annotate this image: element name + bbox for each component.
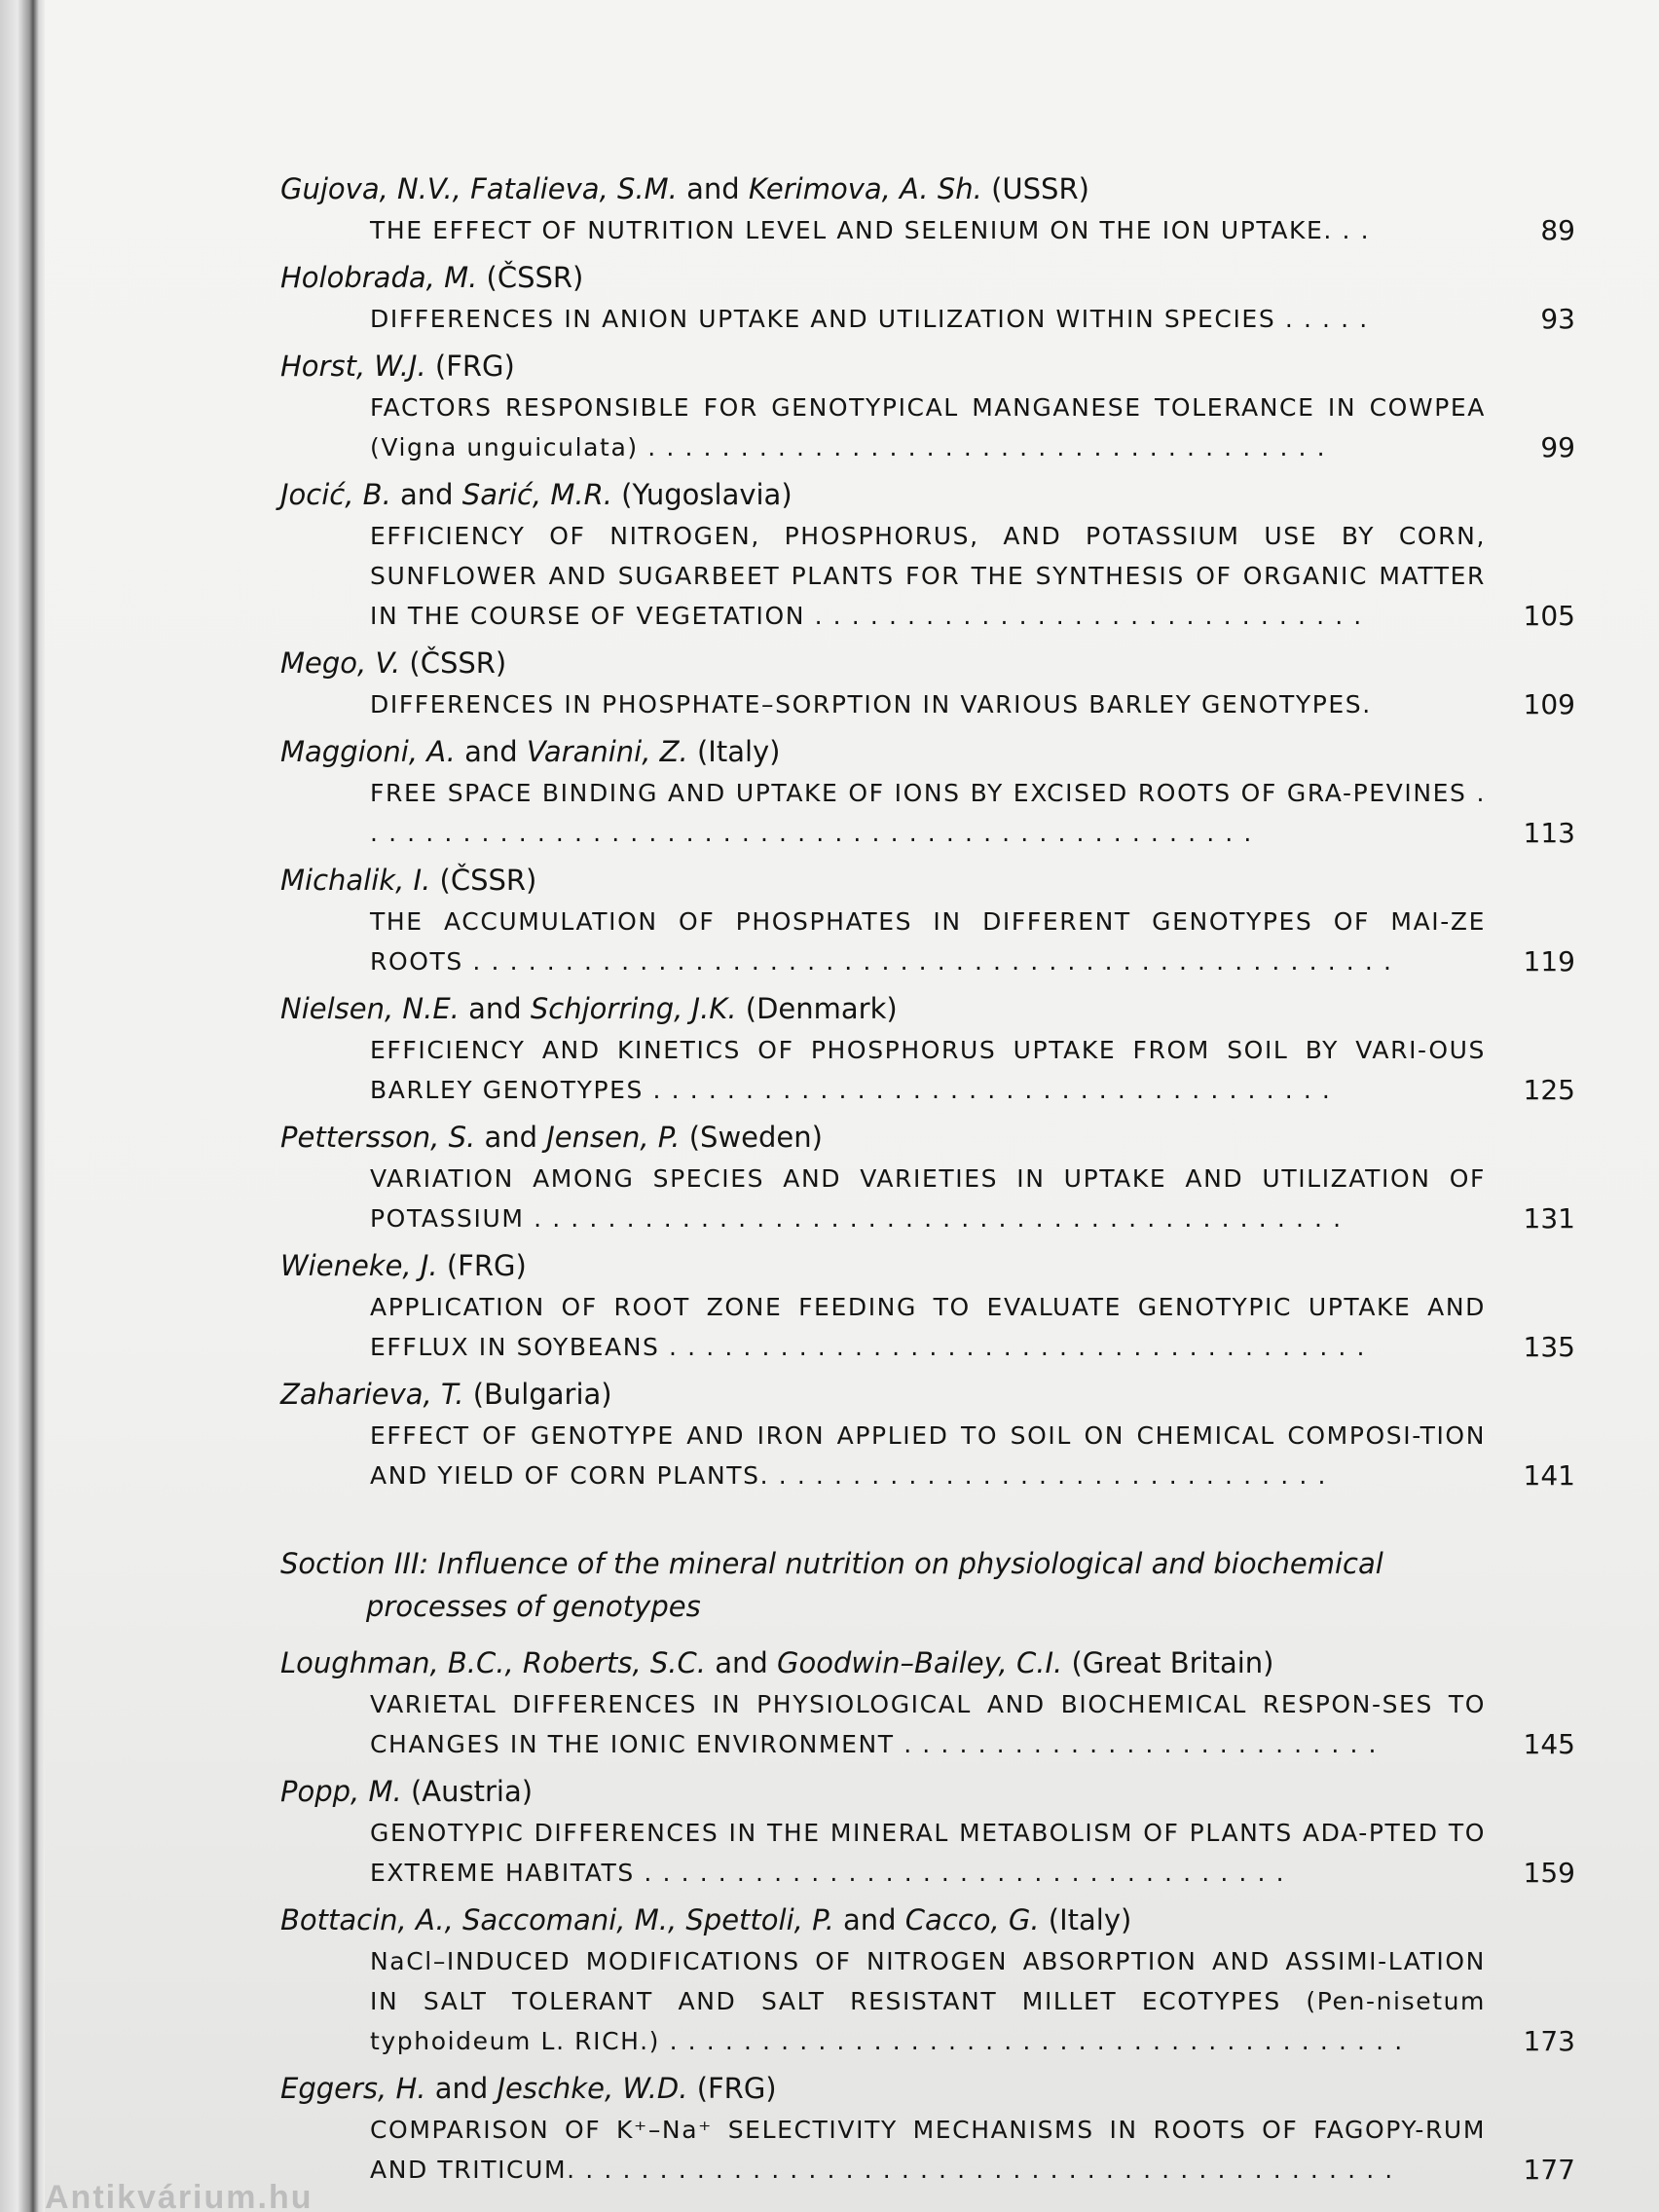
toc-entry [280,987,1575,1110]
author-country: (Sweden) [688,1121,823,1154]
toc-entry [280,345,1575,467]
author-names-second: Sarić, M.R. [461,478,612,511]
entry-title: DIFFERENCES IN PHOSPHATE–SORPTION IN VARIOUS BARLEY GENOTYPES. [370,690,1372,719]
author-names: Zaharieva, T. [280,1378,464,1411]
entry-authors [280,1899,1575,1941]
author-names: Nielsen, N.E. [280,992,460,1025]
author-country: (ČSSR) [409,646,507,680]
author-country: (Italy) [1048,1903,1132,1936]
entry-title: THE ACCUMULATION OF PHOSPHATES IN DIFFERENT GENOTYPES OF MAI-ZE ROOTS . . . . . . . . . . . . . . . . . . . . . . . . . . . . . . . . . . . . . . . . . . . . . . . . . . [370,907,1486,976]
entry-title: COMPARISON OF K⁺–Na⁺ SELECTIVITY MECHANISMS IN ROOTS OF FAGOPY-RUM AND TRITICUM. . . . . . . . . . . . . . . . . . . . . . . . . . . . . . . . . . . . . . . . . . . . . [370,2116,1486,2184]
entry-title: DIFFERENCES IN ANION UPTAKE AND UTILIZATION WITHIN SPECIES . . . . . [370,305,1369,333]
author-country: (ČSSR) [486,261,584,294]
entry-authors [280,2067,1575,2110]
entry-title: GENOTYPIC DIFFERENCES IN THE MINERAL METABOLISM OF PLANTS ADA-PTED TO EXTREME HABITATS . . . . . . . . . . . . . . . . . . . . . . . . . . . . . . . . . . . [370,1819,1486,1887]
author-country: (FRG) [696,2072,777,2105]
section-heading-line1: Soction III: Influence of the mineral nutrition on physiological and biochemical [280,1547,1383,1580]
author-country: (Great Britain) [1071,1646,1274,1679]
author-names-second: Jensen, P. [546,1121,681,1154]
table-of-contents [280,167,1575,2195]
author-country: (Yugoslavia) [621,478,793,511]
toc-entry [280,1641,1575,1764]
toc-entry [280,167,1575,250]
entry-authors [280,1373,1575,1416]
entry-authors [280,1244,1575,1287]
entry-page-number: 173 [1523,2025,1575,2057]
toc-entry [280,1770,1575,1893]
entry-row [370,387,1575,467]
entry-row [370,684,1575,724]
author-conjunction: and [464,735,518,768]
author-names: Maggioni, A. [280,735,456,768]
author-names-second: Kerimova, A. Sh. [748,172,982,205]
author-country: (FRG) [446,1249,527,1282]
toc-entry [280,859,1575,981]
entry-page-number: 93 [1540,303,1575,335]
author-names: Pettersson, S. [280,1121,476,1154]
author-country: (Denmark) [745,992,898,1025]
entry-title: EFFECT OF GENOTYPE AND IRON APPLIED TO SOIL ON CHEMICAL COMPOSI-TION AND YIELD OF CORN PLANTS. . . . . . . . . . . . . . . . . . . . . . . . . . . . . . . [370,1421,1486,1490]
toc-entry [280,1244,1575,1367]
entry-authors [280,167,1575,210]
entry-page-number: 89 [1540,214,1575,246]
author-names: Jocić, B. [280,478,391,511]
author-names: Loughman, B.C., Roberts, S.C. [280,1646,706,1679]
author-names: Popp, M. [280,1775,402,1808]
author-names: Eggers, H. [280,2072,426,2105]
entry-row [370,1416,1575,1495]
watermark: Antikvárium.hu [45,2179,313,2212]
entry-authors [280,1770,1575,1813]
author-conjunction: and [843,1903,897,1936]
author-names-second: Cacco, G. [904,1903,1040,1936]
entry-authors [280,642,1575,684]
entry-authors [280,473,1575,516]
toc-entry [280,1899,1575,2061]
entry-authors [280,1116,1575,1159]
author-names-second: Jeschke, W.D. [497,2072,688,2105]
entry-title: EFFICIENCY AND KINETICS OF PHOSPHORUS UPTAKE FROM SOIL BY VARI-OUS BARLEY GENOTYPES . . . . . . . . . . . . . . . . . . . . . . . . . . . . . . . . . . . . . [370,1036,1486,1104]
entry-row [370,902,1575,981]
entry-row [370,1941,1575,2061]
entry-row [370,299,1575,339]
author-names-second: Varanini, Z. [526,735,688,768]
toc-entry [280,2067,1575,2190]
author-conjunction: and [484,1121,538,1154]
author-country: (FRG) [434,350,515,383]
entry-page-number: 99 [1540,431,1575,463]
author-country: (USSR) [991,172,1089,205]
author-country: (Austria) [410,1775,534,1808]
toc-entry [280,642,1575,724]
author-country: (ČSSR) [439,864,537,897]
entry-page-number: 113 [1523,817,1575,849]
entry-title: FACTORS RESPONSIBLE FOR GENOTYPICAL MANGANESE TOLERANCE IN COWPEA (Vigna unguiculata) . . . . . . . . . . . . . . . . . . . . . . . . . . . . . . . . . . . . . [370,393,1486,461]
entry-authors [280,1641,1575,1684]
entry-page-number: 177 [1523,2154,1575,2186]
entry-page-number: 131 [1523,1202,1575,1235]
entry-title: VARIETAL DIFFERENCES IN PHYSIOLOGICAL AND BIOCHEMICAL RESPON-SES TO CHANGES IN THE IONIC ENVIRONMENT . . . . . . . . . . . . . . . . . . . . . . . . . . [370,1690,1486,1758]
toc-entry [280,1373,1575,1495]
entry-row [370,210,1575,250]
author-names: Wieneke, J. [280,1249,438,1282]
author-conjunction: and [400,478,454,511]
entry-title: VARIATION AMONG SPECIES AND VARIETIES IN UPTAKE AND UTILIZATION OF POTASSIUM . . . . . . . . . . . . . . . . . . . . . . . . . . . . . . . . . . . . . . . . . . . . [370,1164,1486,1233]
entry-page-number: 105 [1523,600,1575,632]
entry-page-number: 141 [1523,1459,1575,1492]
entry-row [370,773,1575,853]
entry-page-number: 159 [1523,1857,1575,1889]
entry-row [370,1030,1575,1110]
toc-entry [280,1116,1575,1238]
author-names: Horst, W.J. [280,350,426,383]
author-names-second: Schjorring, J.K. [530,992,737,1025]
entry-title: THE EFFECT OF NUTRITION LEVEL AND SELENIUM ON THE ION UPTAKE. . . [370,216,1371,244]
author-names: Michalik, I. [280,864,431,897]
entry-row [370,1684,1575,1764]
entry-page-number: 125 [1523,1074,1575,1106]
entry-title: NaCl–INDUCED MODIFICATIONS OF NITROGEN ABSORPTION AND ASSIMI-LATION IN SALT TOLERANT AND SALT RESISTANT MILLET ECOTYPES (Pen-nisetum typhoideum L. RICH.) . . . . . . . . . . . . . . . . . . . . . . . . . . . . . . . . . . . . . . . . [370,1947,1486,2055]
entry-page-number: 109 [1523,688,1575,720]
toc-entry [280,473,1575,636]
entry-page-number: 135 [1523,1331,1575,1363]
entry-title: EFFICIENCY OF NITROGEN, PHOSPHORUS, AND POTASSIUM USE BY CORN, SUNFLOWER AND SUGARBEET PLANTS FOR THE SYNTHESIS OF ORGANIC MATTER IN THE COURSE OF VEGETATION . . . . . . . . . . . . . . . . . . . . . . . . . . . . . . [370,522,1486,630]
entry-authors [280,987,1575,1030]
toc-entry [280,730,1575,853]
author-conjunction: and [434,2072,489,2105]
author-names-second: Goodwin–Bailey, C.I. [777,1646,1063,1679]
entry-page-number: 119 [1523,945,1575,977]
section-heading-line2: processes of genotypes [366,1590,701,1623]
entry-authors [280,730,1575,773]
entry-authors [280,256,1575,299]
entry-row [370,1159,1575,1238]
author-names: Holobrada, M. [280,261,478,294]
entry-authors [280,345,1575,387]
entry-page-number: 145 [1523,1728,1575,1760]
author-conjunction: and [686,172,740,205]
book-spine [0,0,45,2212]
entry-title: FREE SPACE BINDING AND UPTAKE OF IONS BY EXCISED ROOTS OF GRA-PEVINES . . . . . . . . . . . . . . . . . . . . . . . . . . . . . . . . . . . . . . . . . . . . . . . . . [370,779,1486,847]
entry-row [370,516,1575,636]
author-country: (Italy) [696,735,781,768]
entry-row [370,1287,1575,1367]
entry-row [370,1813,1575,1893]
author-conjunction: and [468,992,522,1025]
author-names: Bottacin, A., Saccomani, M., Spettoli, P. [280,1903,834,1936]
author-conjunction: and [715,1646,768,1679]
author-country: (Bulgaria) [472,1378,612,1411]
entry-row [370,2110,1575,2190]
toc-entry [280,256,1575,339]
section-heading [280,1542,1575,1628]
entry-title: APPLICATION OF ROOT ZONE FEEDING TO EVALUATE GENOTYPIC UPTAKE AND EFFLUX IN SOYBEANS . . . . . . . . . . . . . . . . . . . . . . . . . . . . . . . . . . . . . . [370,1293,1486,1361]
entry-authors [280,859,1575,902]
author-names: Mego, V. [280,646,401,680]
author-names: Gujova, N.V., Fatalieva, S.M. [280,172,678,205]
